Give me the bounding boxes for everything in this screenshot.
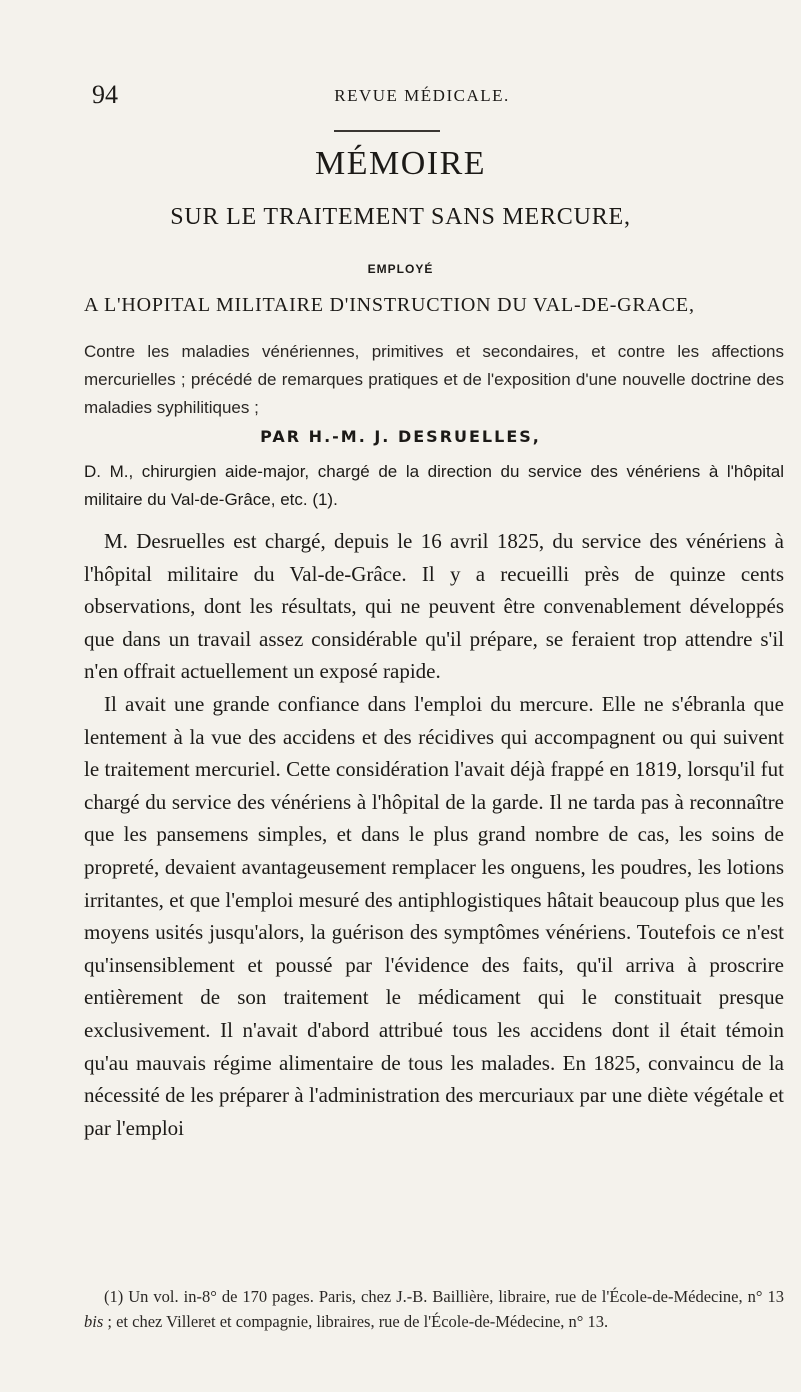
running-title: REVUE MÉDICALE. <box>334 86 510 105</box>
main-text <box>84 525 784 1144</box>
author-description: D. M., chirurgien aide-major, chargé de la direction du service des vénériens à l'hôpital militaire du Val-de-Grâce, etc. (1). <box>84 462 784 509</box>
title-subject: SUR LE TRAITEMENT SANS MERCURE, <box>170 204 631 230</box>
body-paragraph-2: Il avait une grande confiance dans l'emploi du mercure. Elle ne s'ébranla que lentement à la vue des accidens et des récidives qui accompagnent ou qui suivent le traitement mercuriel. Cette considération l'avait déjà frappé en 1819, lorsqu'il fut chargé du service des vénériens à l'hôpital de la garde. Il ne tarda pas à reconnaître que les pansemens simples, et dans le plus grand nombre de cas, les soins de propreté, devaient avantageusement remplacer les onguens, les poudres, les lotions irritantes, et que l'emploi mesuré des antiphlogistiques hâtait beaucoup plus que les moyens usités jusqu'alors, la guérison des symptômes vénériens. Toutefois ce n'est qu'insensiblement et poussé par l'évidence des faits, qu'il arriva à proscrire entièrement de son traitement le médicament qui le constituait presque exclusivement. Il n'avait d'abord attribué tous les accidens dont il était témoin qu'au mauvais régime alimentaire de tous les malades. En 1825, convaincu de la nécessité de les préparer à l'administration des mercuriaux par une diète végétale et par l'emploi <box>84 691 784 1140</box>
title-employe: EMPLOYÉ <box>367 262 434 276</box>
footnote-text-2: ; et chez Villeret et compagnie, libraires, rue de l'École-de-Médecine, n° 13. <box>103 1312 609 1331</box>
title-divider <box>334 130 440 132</box>
title-memoire: MÉMOIRE <box>314 145 487 182</box>
title-description: Contre les maladies vénériennes, primitives et secondaires, et contre les affections mercurielles ; précédé de remarques pratiques et de l'exposition d'une nouvelle doctrine des maladies syphilitiques ; <box>84 342 784 417</box>
footnote-text-1: (1) Un vol. in-8° de 170 pages. Paris, chez J.-B. Baillière, libraire, rue de l'École-de-Médecine, n° 13 <box>104 1287 784 1306</box>
title-hospital: A L'HOPITAL MILITAIRE D'INSTRUCTION DU VAL-DE-GRACE, <box>84 294 695 316</box>
page-number: 94 <box>92 80 118 109</box>
body-paragraph-1: M. Desruelles est chargé, depuis le 16 avril 1825, du service des vénériens à l'hôpital militaire du Val-de-Grâce. Il y a recueilli près de quinze cents observations, dont les résultats, qui ne peuvent être convenablement développés que dans un travail assez considérable qu'il prépare, se feraient trop attendre s'il n'en offrait actuellement un exposé rapide. <box>84 529 784 684</box>
footnote-bis: bis <box>84 1312 104 1331</box>
footnote <box>84 1284 784 1334</box>
page-header <box>92 80 752 110</box>
author-line: PAR H.-M. J. DESRUELLES, <box>260 427 541 446</box>
